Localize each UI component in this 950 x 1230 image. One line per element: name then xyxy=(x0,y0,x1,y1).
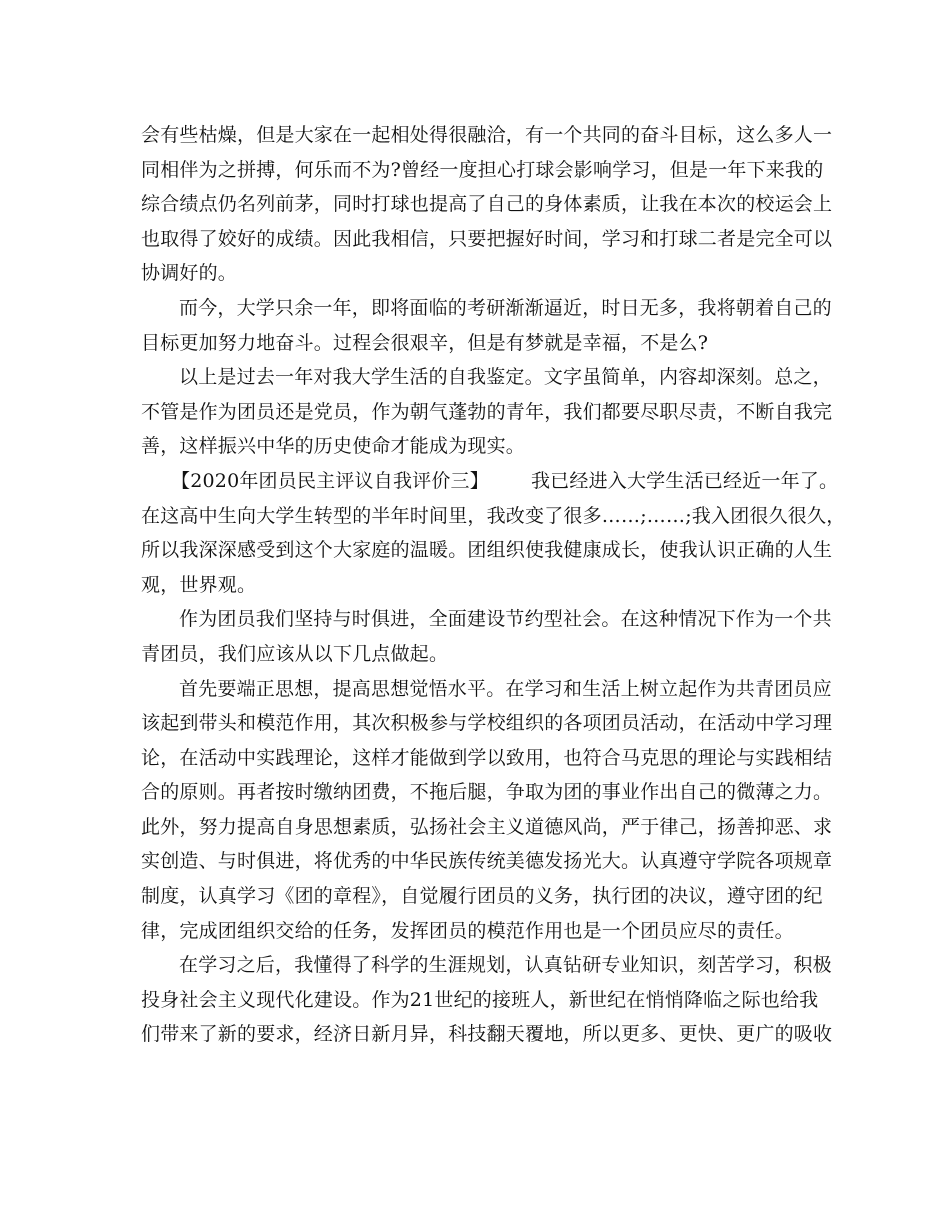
text-line: 们带来了新的要求，经济日新月异，科技翻天覆地，所以更多、更快、更广的吸收 xyxy=(141,1023,833,1046)
paragraph-start-line: 首先要端正思想，提高思想觉悟水平。在学习和生活上树立起作为共青团员应 xyxy=(179,677,832,700)
paragraph-start-line: 在学习之后，我懂得了科学的生涯规划，认真钻研专业知识，刻苦学习，积极 xyxy=(179,954,832,977)
text-line: 观，世界观。 xyxy=(141,573,257,596)
section-heading-line xyxy=(141,464,839,499)
text-line: 此外，努力提高自身思想素质，弘扬社会主义道德风尚，严于律己，扬善抑恶、求 xyxy=(141,815,833,838)
text-line: 论，在活动中实践理论，这样才能做到学以致用，也符合马克思的理论与实践相结 xyxy=(141,746,833,769)
text-line: 协调好的。 xyxy=(141,262,238,285)
text-line: 合的原则。再者按时缴纳团费，不拖后腿，争取为团的事业作出自己的微薄之力。 xyxy=(141,781,833,804)
text-line: 也取得了姣好的成绩。因此我相信，只要把握好时间，学习和打球二者是完全可以 xyxy=(141,227,833,250)
text-line: 在这高中生向大学生转型的半年时间里，我改变了很多……;……;我入团很久很久， xyxy=(141,504,846,527)
text-line: 制度，认真学习《团的章程》，自觉履行团员的义务，执行团的决议，遵守团的纪 xyxy=(141,885,823,908)
text-line: 目标更加努力地奋斗。过程会很艰辛，但是有梦就是幸福，不是么? xyxy=(141,331,709,354)
text-line: 同相伴为之拼搏，何乐而不为?曾经一度担心打球会影响学习，但是一年下来我的 xyxy=(141,158,824,181)
paragraph-start-line: 而今，大学只余一年，即将面临的考研渐渐逼近，时日无多，我将朝着自己的 xyxy=(179,296,832,319)
text-line: 青团员，我们应该从以下几点做起。 xyxy=(141,642,449,665)
paragraph-start-line: 作为团员我们坚持与时俱进，全面建设节约型社会。在这种情况下作为一个共 xyxy=(179,608,832,631)
document-body xyxy=(141,118,846,1052)
text-line: 实创造、与时俱进，将优秀的中华民族传统美德发扬光大。认真遵守学院各项规章 xyxy=(141,850,833,873)
text-line: 会有些枯燥，但是大家在一起相处得很融洽，有一个共同的奋斗目标，这么多人一 xyxy=(141,124,833,146)
text-line: 该起到带头和模范作用，其次积极参与学校组织的各项团员活动，在活动中学习理 xyxy=(141,712,833,735)
text-line: 所以我深深感受到这个大家庭的温暖。团组织使我健康成长，使我认识正确的人生 xyxy=(141,539,833,562)
paragraph-start-line: 以上是过去一年对我大学生活的自我鉴定。文字虽简单，内容却深刻。总之， xyxy=(179,366,832,389)
text-line: 善，这样振兴中华的历史使命才能成为现实。 xyxy=(141,435,526,458)
text-line: 综合绩点仍名列前茅，同时打球也提高了自己的身体素质，让我在本次的校运会上 xyxy=(141,193,833,216)
text-line: 律，完成团组织交给的任务，发挥团员的模范作用也是一个团员应尽的责任。 xyxy=(141,919,794,942)
text-line: 投身社会主义现代化建设。作为21世纪的接班人，新世纪在悄悄降临之际也给我 xyxy=(141,988,819,1011)
text-line: 不管是作为团员还是党员，作为朝气蓬勃的青年，我们都要尽职尽责，不断自我完 xyxy=(141,400,833,423)
section-heading: 【2020年团员民主评议自我评价三】 xyxy=(171,469,489,492)
section-opening-sentence: 我已经进入大学生活已经近一年了。 xyxy=(530,469,839,492)
